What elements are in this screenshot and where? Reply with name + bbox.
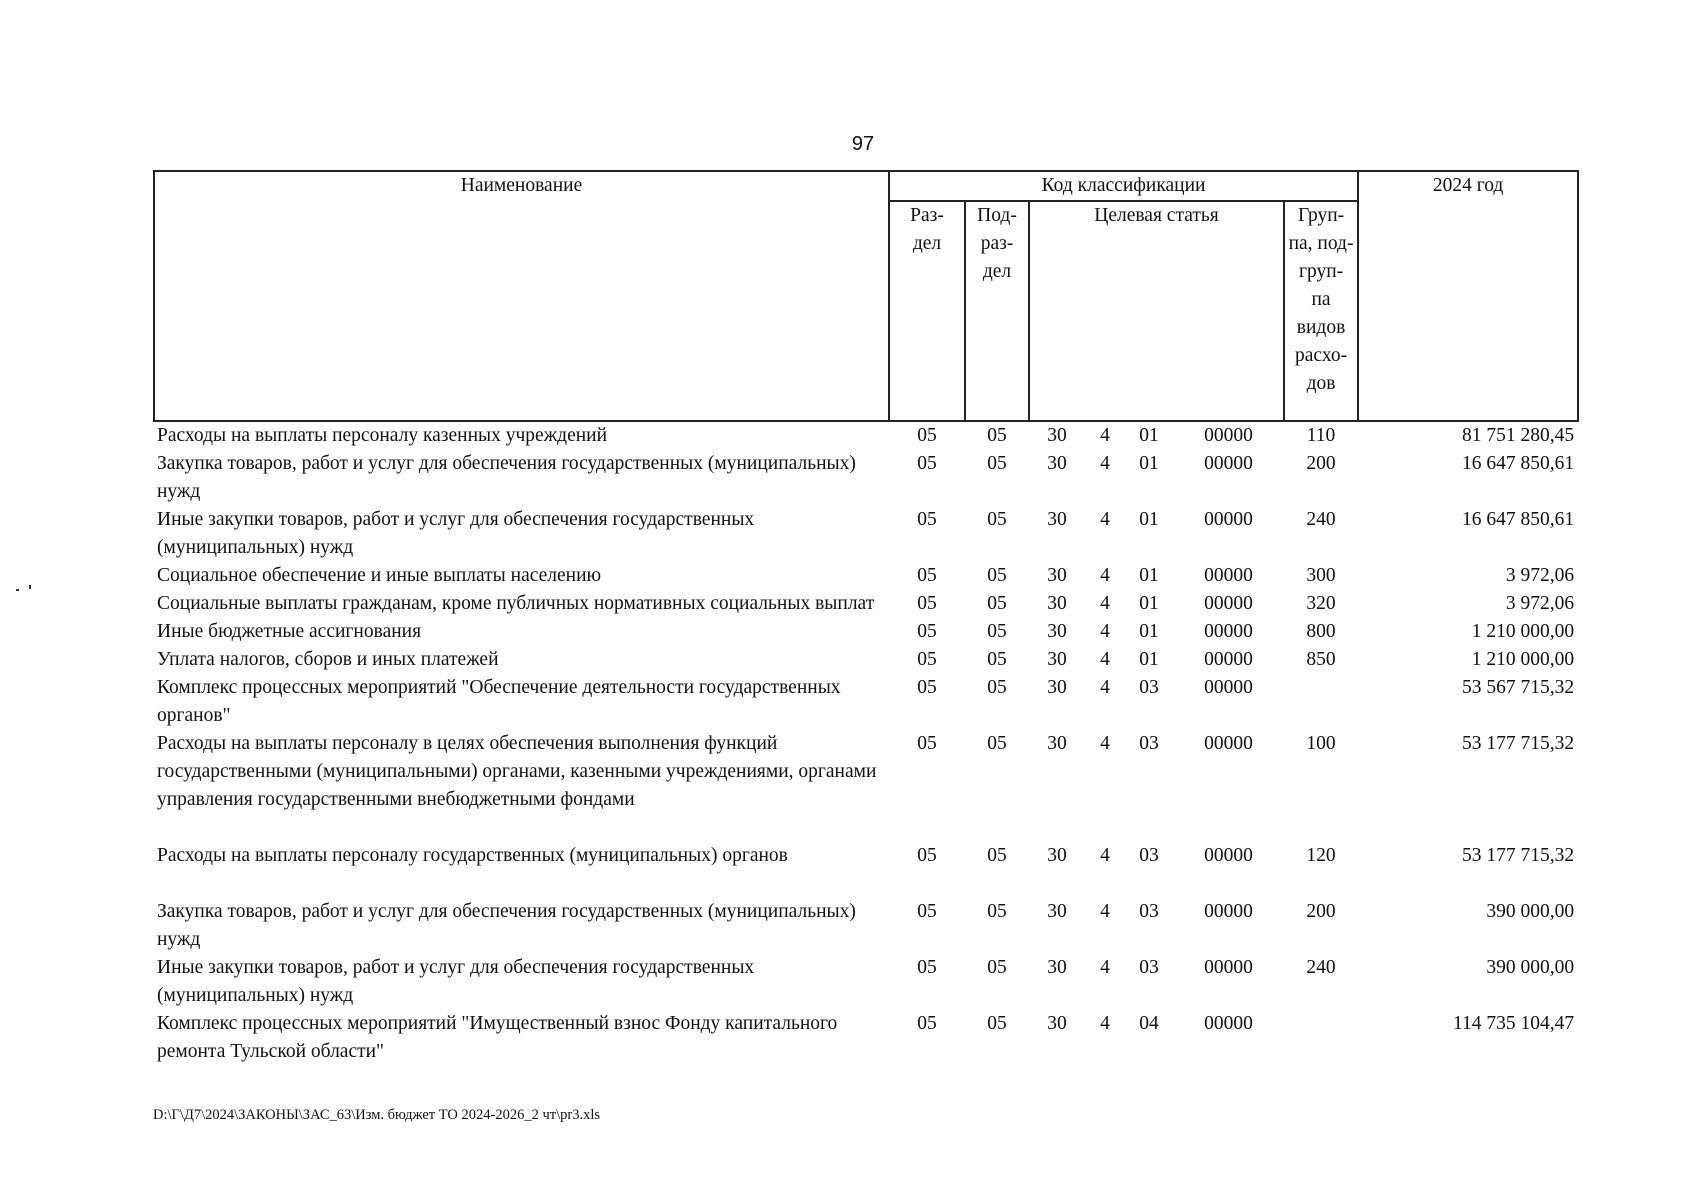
row-amount: 16 647 850,61: [1461, 453, 1575, 474]
row-expense-group: 100: [1306, 733, 1336, 754]
column-header-name: Наименование: [154, 171, 889, 421]
row-podrazdel: 05: [987, 677, 1007, 698]
page-number: 97: [851, 133, 875, 155]
row-amount: 3 972,06: [1505, 565, 1575, 586]
row-target-article-type: 4: [1100, 845, 1110, 866]
row-target-article-type: 4: [1100, 565, 1110, 586]
table-row: [154, 730, 1578, 842]
row-target-article-program: 30: [1047, 649, 1067, 670]
row-razdel: 05: [917, 677, 937, 698]
row-expense-group: [1284, 1010, 1358, 1066]
table-row: [154, 1010, 1578, 1066]
row-target-article-program: 30: [1047, 845, 1067, 866]
row-target-article-type: 4: [1100, 901, 1110, 922]
row-target-article-direction: 00000: [1204, 677, 1253, 698]
row-name: Социальные выплаты гражданам, кроме публичных нормативных социальных выплат: [157, 593, 875, 614]
row-target-article-subprogram: 03: [1139, 957, 1159, 978]
table-row: [154, 954, 1578, 1010]
row-name: Комплекс процессных мероприятий "Имущественный взнос Фонду капитального ремонта Тульской области": [157, 1013, 838, 1062]
row-name: Расходы на выплаты персоналу государственных (муниципальных) органов: [157, 845, 788, 866]
row-razdel: 05: [917, 453, 937, 474]
row-target-article-program: 30: [1047, 509, 1067, 530]
row-target-article-direction: 00000: [1204, 593, 1253, 614]
row-name: Социальное обеспечение и иные выплаты населению: [157, 565, 602, 586]
row-razdel: 05: [917, 621, 937, 642]
file-path-footer: D:\Г\Д7\2024\ЗАКОНЫ\ЗАС_63\Изм. бюджет ТО 2024-2026_2 чт\pr3.xls: [153, 1107, 601, 1123]
row-podrazdel: 05: [987, 453, 1007, 474]
row-target-article-subprogram: 01: [1139, 453, 1159, 474]
row-amount: 81 751 280,45: [1461, 425, 1575, 446]
row-name: Комплекс процессных мероприятий "Обеспечение деятельности государственных органов": [157, 677, 841, 726]
row-podrazdel: 05: [987, 1013, 1007, 1034]
row-target-article-program: 30: [1047, 901, 1067, 922]
row-amount: 53 177 715,32: [1461, 733, 1575, 754]
table-row: [154, 674, 1578, 730]
row-expense-group: [1284, 674, 1358, 730]
row-target-article-type: 4: [1100, 509, 1110, 530]
scan-speck: [29, 585, 31, 589]
row-expense-group: 300: [1306, 565, 1336, 586]
column-header-group: Груп- па, под- груп- па видов расхо- дов: [1284, 201, 1358, 421]
row-razdel: 05: [917, 733, 937, 754]
row-target-article-direction: 00000: [1204, 649, 1253, 670]
row-razdel: 05: [917, 565, 937, 586]
row-target-article-type: 4: [1100, 621, 1110, 642]
row-target-article-type: 4: [1100, 677, 1110, 698]
row-target-article-direction: 00000: [1204, 957, 1253, 978]
row-razdel: 05: [917, 901, 937, 922]
row-target-article-subprogram: 01: [1139, 649, 1159, 670]
row-target-article-type: 4: [1100, 1013, 1110, 1034]
row-expense-group: 200: [1306, 453, 1336, 474]
row-target-article-type: 4: [1100, 453, 1110, 474]
row-target-article-program: 30: [1047, 453, 1067, 474]
row-podrazdel: 05: [987, 509, 1007, 530]
row-name: Расходы на выплаты персоналу казенных учреждений: [157, 425, 608, 446]
column-header-year: 2024 год: [1358, 171, 1578, 421]
row-target-article-program: 30: [1047, 593, 1067, 614]
row-target-article-subprogram: 04: [1139, 1013, 1159, 1034]
row-razdel: 05: [917, 509, 937, 530]
row-name: Иные закупки товаров, работ и услуг для обеспечения государственных (муниципальных) нужд: [157, 509, 755, 558]
row-amount: 53 177 715,32: [1461, 845, 1575, 866]
row-amount: 1 210 000,00: [1471, 621, 1575, 642]
row-target-article-subprogram: 03: [1139, 733, 1159, 754]
row-podrazdel: 05: [987, 733, 1007, 754]
row-target-article-type: 4: [1100, 593, 1110, 614]
row-razdel: 05: [917, 957, 937, 978]
budget-table: [153, 170, 1579, 1066]
table-body: [154, 421, 1578, 1066]
row-target-article-direction: 00000: [1204, 565, 1253, 586]
row-name: Закупка товаров, работ и услуг для обеспечения государственных (муниципальных) нужд: [157, 453, 856, 502]
row-name: Иные закупки товаров, работ и услуг для обеспечения государственных (муниципальных) нужд: [157, 957, 755, 1006]
row-target-article-type: 4: [1100, 733, 1110, 754]
row-target-article-subprogram: 01: [1139, 621, 1159, 642]
table-row: [154, 590, 1578, 618]
row-podrazdel: 05: [987, 957, 1007, 978]
row-name: Иные бюджетные ассигнования: [157, 621, 422, 642]
table-row: [154, 842, 1578, 898]
row-name: Уплата налогов, сборов и иных платежей: [157, 649, 499, 670]
row-amount: 114 735 104,47: [1452, 1013, 1575, 1034]
row-amount: 16 647 850,61: [1461, 509, 1575, 530]
row-target-article-subprogram: 01: [1139, 509, 1159, 530]
row-target-article-subprogram: 01: [1139, 593, 1159, 614]
column-header-podrazdel: Под- раз- дел: [965, 201, 1029, 421]
row-name: Закупка товаров, работ и услуг для обеспечения государственных (муниципальных) нужд: [157, 901, 856, 950]
row-target-article-subprogram: 03: [1139, 845, 1159, 866]
row-target-article-subprogram: 01: [1139, 565, 1159, 586]
row-expense-group: 320: [1306, 593, 1336, 614]
row-amount: 390 000,00: [1486, 957, 1575, 978]
row-podrazdel: 05: [987, 649, 1007, 670]
row-podrazdel: 05: [987, 593, 1007, 614]
row-target-article-type: 4: [1100, 649, 1110, 670]
row-amount: 53 567 715,32: [1461, 677, 1575, 698]
row-expense-group: 240: [1306, 509, 1336, 530]
table-row: [154, 450, 1578, 506]
row-razdel: 05: [917, 425, 937, 446]
row-expense-group: 240: [1306, 957, 1336, 978]
row-expense-group: 200: [1306, 901, 1336, 922]
row-target-article-direction: 00000: [1204, 453, 1253, 474]
row-podrazdel: 05: [987, 845, 1007, 866]
row-podrazdel: 05: [987, 621, 1007, 642]
row-target-article-program: 30: [1047, 677, 1067, 698]
row-target-article-program: 30: [1047, 1013, 1067, 1034]
row-target-article-subprogram: 03: [1139, 901, 1159, 922]
row-target-article-direction: 00000: [1204, 1013, 1253, 1034]
table-row: [154, 506, 1578, 562]
row-target-article-direction: 00000: [1204, 845, 1253, 866]
row-target-article-type: 4: [1100, 425, 1110, 446]
row-target-article-program: 30: [1047, 957, 1067, 978]
column-header-code-classification: Код классификации: [889, 171, 1358, 201]
row-razdel: 05: [917, 593, 937, 614]
scan-speck: [16, 589, 19, 591]
row-razdel: 05: [917, 1013, 937, 1034]
table-row: [154, 646, 1578, 674]
row-target-article-program: 30: [1047, 733, 1067, 754]
row-target-article-direction: 00000: [1204, 425, 1253, 446]
row-target-article-subprogram: 03: [1139, 677, 1159, 698]
column-header-razdel: Раз- дел: [889, 201, 965, 421]
table-row: [154, 618, 1578, 646]
table-row: [154, 562, 1578, 590]
row-name: Расходы на выплаты персоналу в целях обеспечения выполнения функций государственными (муниципальными) органами, казенными учреждениями, органами управления государственными внебюджетными фондами: [157, 733, 877, 810]
row-amount: 3 972,06: [1505, 593, 1575, 614]
table-row: [154, 421, 1578, 450]
row-podrazdel: 05: [987, 901, 1007, 922]
row-expense-group: 800: [1306, 621, 1336, 642]
row-expense-group: 120: [1306, 845, 1336, 866]
row-target-article-subprogram: 01: [1139, 425, 1159, 446]
row-razdel: 05: [917, 845, 937, 866]
row-target-article-program: 30: [1047, 621, 1067, 642]
row-amount: 390 000,00: [1486, 901, 1575, 922]
column-header-target-article: Целевая статья: [1029, 201, 1284, 421]
table-row: [154, 898, 1578, 954]
row-amount: 1 210 000,00: [1471, 649, 1575, 670]
row-target-article-direction: 00000: [1204, 509, 1253, 530]
row-target-article-program: 30: [1047, 565, 1067, 586]
row-target-article-direction: 00000: [1204, 621, 1253, 642]
row-expense-group: 850: [1306, 649, 1336, 670]
row-target-article-direction: 00000: [1204, 733, 1253, 754]
row-expense-group: 110: [1306, 425, 1336, 446]
row-podrazdel: 05: [987, 565, 1007, 586]
row-target-article-program: 30: [1047, 425, 1067, 446]
row-target-article-type: 4: [1100, 957, 1110, 978]
row-razdel: 05: [917, 649, 937, 670]
row-podrazdel: 05: [987, 425, 1007, 446]
row-target-article-direction: 00000: [1204, 901, 1253, 922]
